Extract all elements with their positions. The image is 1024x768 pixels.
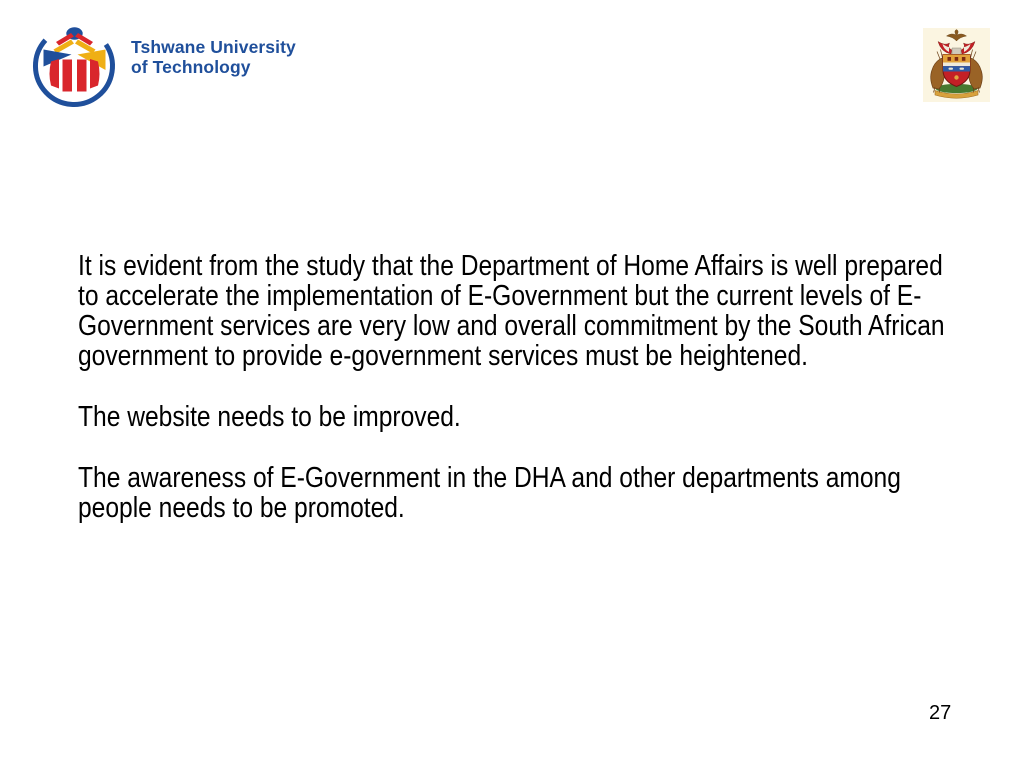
body-paragraph-2: The website needs to be improved. bbox=[78, 401, 461, 433]
tut-emblem-icon bbox=[28, 16, 132, 116]
south-africa-coat-of-arms-icon bbox=[923, 28, 990, 102]
tut-wordmark-line1: Tshwane University bbox=[131, 37, 296, 57]
tut-wordmark bbox=[131, 38, 296, 77]
body-paragraph-1: It is evident from the study that the Department of Home Affairs is well prepared to accelerate the implementation of E-Government but the current levels of E-Government services are very low and overall commitment by the South African government to provide e-government services must be heightened. bbox=[78, 250, 945, 372]
slide-page-number: 27 bbox=[929, 702, 952, 724]
tut-wordmark-line2: of Technology bbox=[131, 56, 251, 77]
body-paragraph-3: The awareness of E-Government in the DHA and other departments among people needs to be promoted. bbox=[78, 462, 901, 524]
tut-logo bbox=[28, 14, 298, 110]
slide-body-text bbox=[78, 251, 953, 523]
